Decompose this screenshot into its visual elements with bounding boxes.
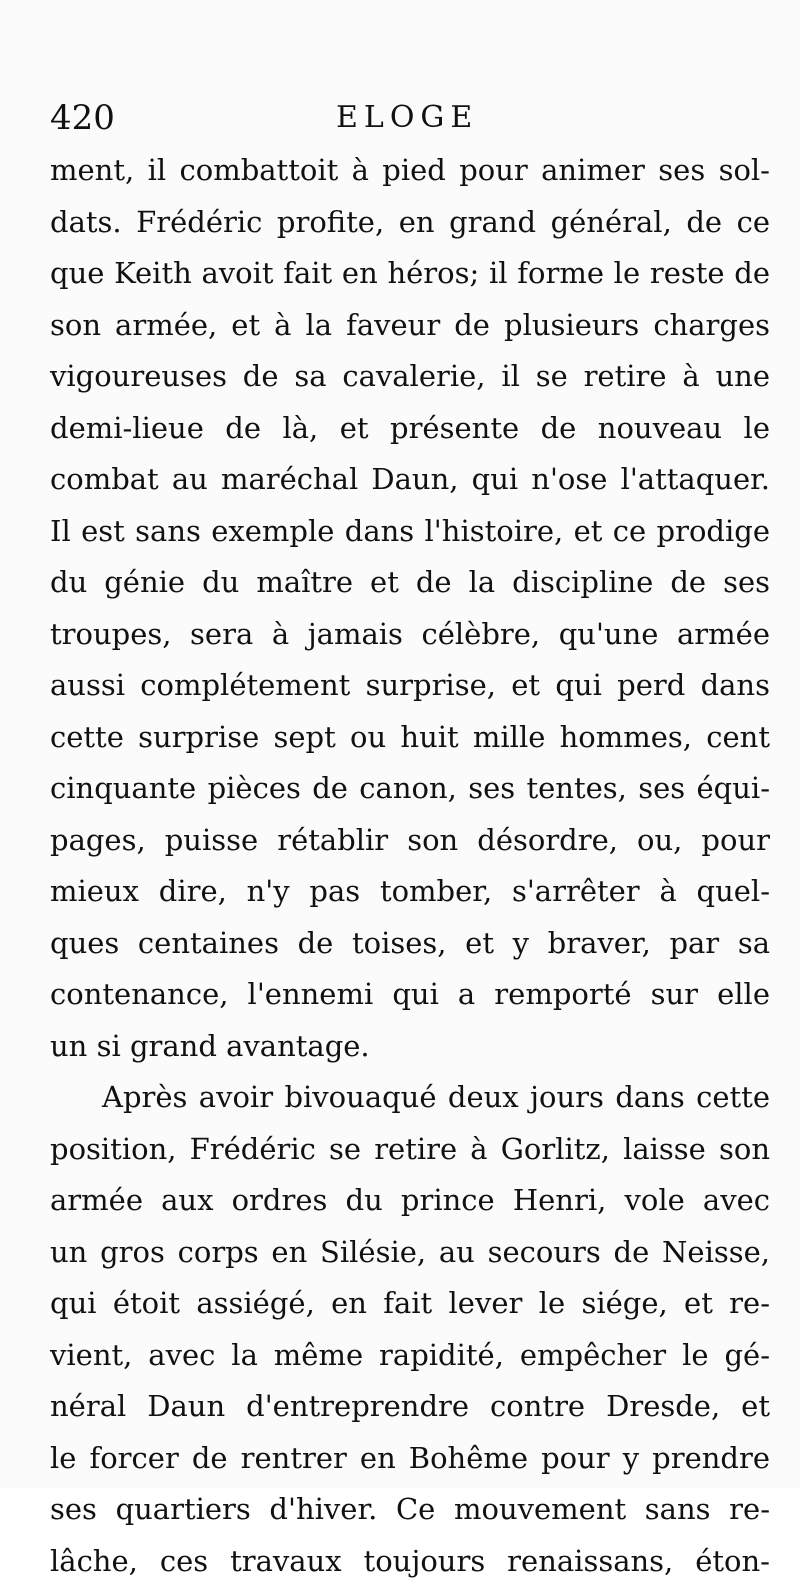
text-line: contenance, l'ennemi qui a remporté sur elle <box>50 969 770 1021</box>
text-line: cinquante pièces de canon, ses tentes, ses équi- <box>50 763 770 815</box>
paragraph-last-line: un si grand avantage. <box>50 1021 770 1073</box>
text-line: mieux dire, n'y pas tomber, s'arrêter à quel- <box>50 866 770 918</box>
text-line: combat au maréchal Daun, qui n'ose l'attaquer. <box>50 454 770 506</box>
text-line: demi-lieue de là, et présente de nouveau le <box>50 403 770 455</box>
text-line: néral Daun d'entreprendre contre Dresde, et <box>50 1381 770 1433</box>
text-line: son armée, et à la faveur de plusieurs charges <box>50 300 770 352</box>
text-line: ment, il combattoit à pied pour animer ses sol- <box>50 145 770 197</box>
paragraph-first-line: Après avoir bivouaqué deux jours dans cette <box>50 1072 770 1124</box>
text-line: un gros corps en Silésie, au secours de Neisse, <box>50 1227 770 1279</box>
text-line: qui étoit assiégé, en fait lever le siége, et re- <box>50 1278 770 1330</box>
text-line: troupes, sera à jamais célèbre, qu'une armée <box>50 609 770 661</box>
text-line: pages, puisse rétablir son désordre, ou, pour <box>50 815 770 867</box>
running-head <box>50 94 770 142</box>
text-line: cette surprise sept ou huit mille hommes, cent <box>50 712 770 764</box>
text-line: lâche, ces travaux toujours renaissans, éton- <box>50 1536 770 1587</box>
text-line: position, Frédéric se retire à Gorlitz, laisse son <box>50 1124 770 1176</box>
text-line: vient, avec la même rapidité, empêcher le gé- <box>50 1330 770 1382</box>
text-line: ses quartiers d'hiver. Ce mouvement sans re- <box>50 1484 770 1536</box>
text-line: ques centaines de toises, et y braver, par sa <box>50 918 770 970</box>
text-line: armée aux ordres du prince Henri, vole avec <box>50 1175 770 1227</box>
body-text <box>50 145 770 1587</box>
text-line: que Keith avoit fait en héros; il forme le reste de <box>50 248 770 300</box>
page-number: 420 <box>50 94 115 142</box>
running-title: ELOGE <box>336 94 478 142</box>
text-line: aussi complétement surprise, et qui perd dans <box>50 660 770 712</box>
text-line: vigoureuses de sa cavalerie, il se retire à une <box>50 351 770 403</box>
text-line: Il est sans exemple dans l'histoire, et ce prodige <box>50 506 770 558</box>
text-line: dats. Frédéric profite, en grand général, de ce <box>50 197 770 249</box>
text-line: du génie du maître et de la discipline de ses <box>50 557 770 609</box>
text-line: le forcer de rentrer en Bohême pour y prendre <box>50 1433 770 1485</box>
